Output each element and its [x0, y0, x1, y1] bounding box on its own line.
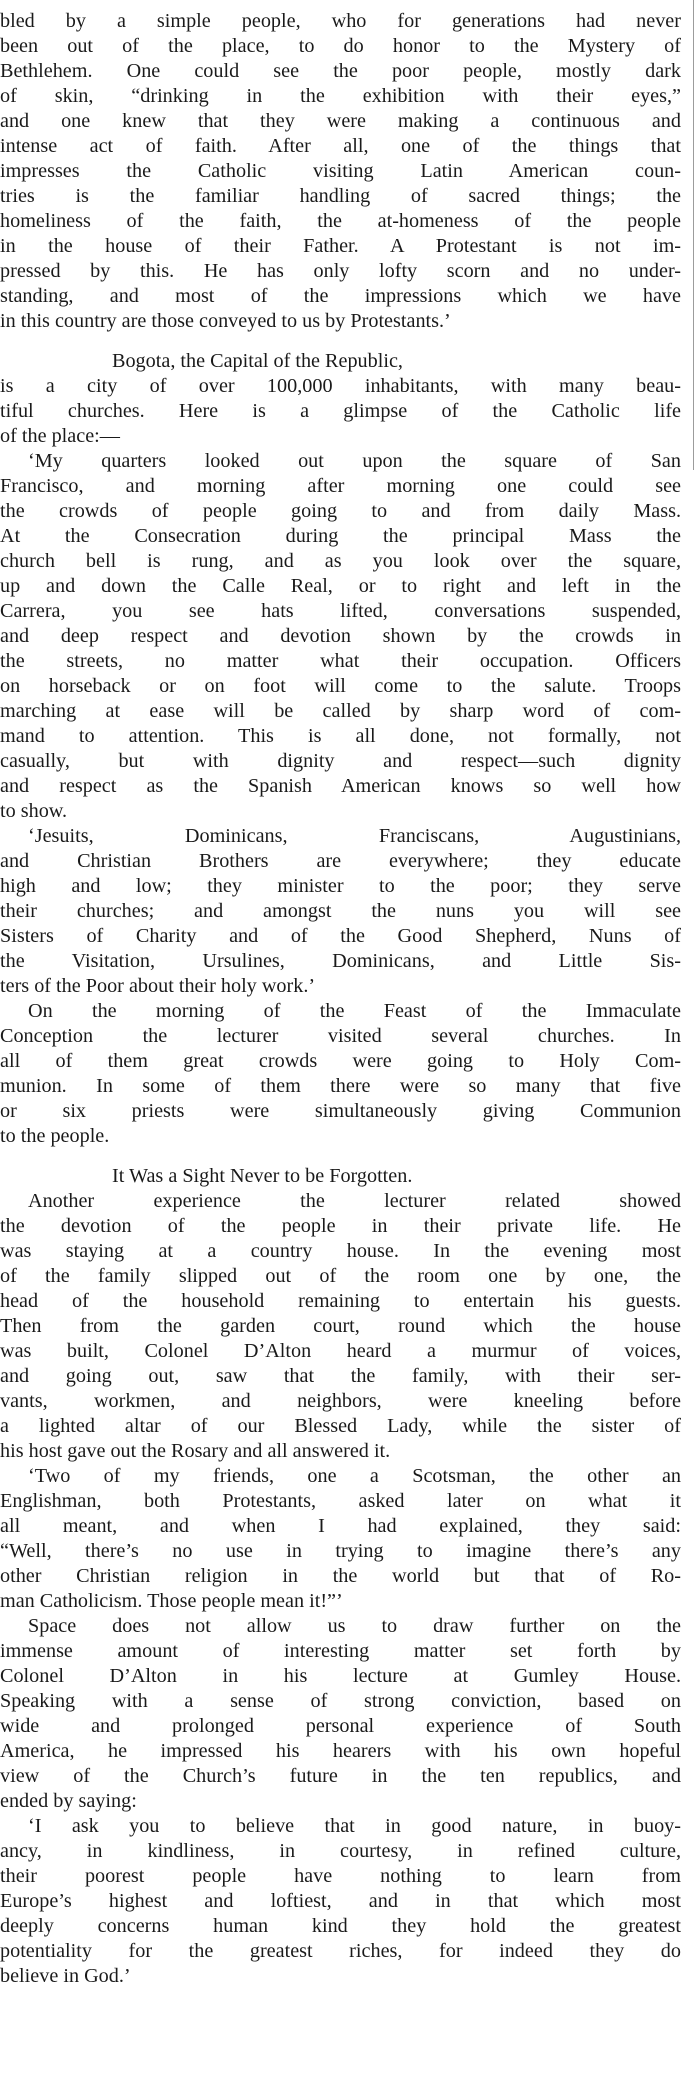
text-line: of skin, “drinking in the exhibition with their eyes,” — [0, 85, 681, 107]
text-line: homeliness of the faith, the at-homeness of the people — [0, 210, 681, 232]
text-line: ters of the Poor about their holy work.’ — [0, 975, 316, 997]
text-line: ‘My quarters looked out upon the square of San — [28, 450, 681, 472]
text-line: other Christian religion in the world but that of Ro- — [0, 1565, 681, 1587]
text-line: Francisco, and morning after morning one could see — [0, 475, 681, 497]
text-line: the devotion of the people in their private life. He — [0, 1215, 681, 1237]
text-line: all of them great crowds were going to Holy Com- — [0, 1050, 681, 1072]
text-line: on horseback or on foot will come to the salute. Troops — [0, 675, 681, 697]
text-line: marching at ease will be called by sharp word of com- — [0, 700, 681, 722]
text-line: Europe’s highest and loftiest, and in that which most — [0, 1890, 681, 1912]
text-line: church bell is rung, and as you look over the square, — [0, 550, 681, 572]
text-line: potentiality for the greatest riches, for indeed they do — [0, 1940, 681, 1962]
text-line: Englishman, both Protestants, asked later on what it — [0, 1490, 681, 1512]
text-line: At the Consecration during the principal Mass the — [0, 525, 681, 547]
text-line: impresses the Catholic visiting Latin American coun- — [0, 160, 681, 182]
text-line: ancy, in kindliness, in courtesy, in refined culture, — [0, 1840, 681, 1862]
text-line: their poorest people have nothing to learn from — [0, 1865, 681, 1887]
text-line: casually, but with dignity and respect—such dignity — [0, 750, 681, 772]
text-line: a lighted altar of our Blessed Lady, while the sister of — [0, 1415, 681, 1437]
text-line: all meant, and when I had explained, they said: — [0, 1515, 681, 1537]
text-line: Space does not allow us to draw further on the — [28, 1615, 681, 1637]
text-line: Another experience the lecturer related showed — [28, 1190, 681, 1212]
text-line: view of the Church’s future in the ten republics, and — [0, 1765, 681, 1787]
text-line: It Was a Sight Never to be Forgotten. — [112, 1165, 413, 1187]
text-line: pressed by this. He has only lofty scorn and no under- — [0, 260, 681, 282]
text-line: is a city of over 100,000 inhabitants, with many beau- — [0, 375, 681, 397]
text-line: munion. In some of them there were so many that five — [0, 1075, 681, 1097]
text-line: bled by a simple people, who for generations had never — [0, 10, 681, 32]
text-line: mand to attention. This is all done, not formally, not — [0, 725, 681, 747]
text-line: was built, Colonel D’Alton heard a murmur of voices, — [0, 1340, 681, 1362]
text-line: standing, and most of the impressions which we have — [0, 285, 681, 307]
text-line: tiful churches. Here is a glimpse of the Catholic life — [0, 400, 681, 422]
text-line: intense act of faith. After all, one of the things that — [0, 135, 681, 157]
text-line: Colonel D’Alton in his lecture at Gumley House. — [0, 1665, 681, 1687]
text-line: in the house of their Father. A Protestant is not im- — [0, 235, 681, 257]
text-line: and one knew that they were making a continuous and — [0, 110, 681, 132]
column-rule — [693, 0, 694, 470]
text-line: of the place:— — [0, 425, 120, 447]
text-line: wide and prolonged personal experience of South — [0, 1715, 681, 1737]
text-line: high and low; they minister to the poor; they serve — [0, 875, 681, 897]
text-line: Sisters of Charity and of the Good Shepherd, Nuns of — [0, 925, 681, 947]
text-line: and deep respect and devotion shown by the crowds in — [0, 625, 681, 647]
text-line: Bethlehem. One could see the poor people, mostly dark — [0, 60, 681, 82]
text-line: and going out, saw that the family, with their ser- — [0, 1365, 681, 1387]
text-line: the crowds of people going to and from daily Mass. — [0, 500, 681, 522]
text-line: to the people. — [0, 1125, 110, 1147]
text-line: Conception the lecturer visited several churches. In — [0, 1025, 681, 1047]
text-line: Speaking with a sense of strong conviction, based on — [0, 1690, 681, 1712]
text-line: ‘I ask you to believe that in good nature, in buoy- — [28, 1815, 681, 1837]
text-line: and Christian Brothers are everywhere; they educate — [0, 850, 681, 872]
text-line: Carrera, you see hats lifted, conversations suspended, — [0, 600, 681, 622]
text-line: Then from the garden court, round which the house — [0, 1315, 681, 1337]
text-line: ‘Jesuits, Dominicans, Franciscans, Augustinians, — [28, 825, 681, 847]
text-line: ended by saying: — [0, 1790, 137, 1812]
text-line: of the family slipped out of the room one by one, the — [0, 1265, 681, 1287]
text-line: immense amount of interesting matter set forth by — [0, 1640, 681, 1662]
text-line: the streets, no matter what their occupation. Officers — [0, 650, 681, 672]
text-line: was staying at a country house. In the evening most — [0, 1240, 681, 1262]
text-line: their churches; and amongst the nuns you will see — [0, 900, 681, 922]
text-line: or six priests were simultaneously giving Communion — [0, 1100, 681, 1122]
text-line: up and down the Calle Real, or to right and left in the — [0, 575, 681, 597]
text-line: “Well, there’s no use in trying to imagine there’s any — [0, 1540, 681, 1562]
text-line: and respect as the Spanish American knows so well how — [0, 775, 681, 797]
text-line: tries is the familiar handling of sacred things; the — [0, 185, 681, 207]
text-line: vants, workmen, and neighbors, were kneeling before — [0, 1390, 681, 1412]
text-line: On the morning of the Feast of the Immaculate — [28, 1000, 681, 1022]
text-line: ‘Two of my friends, one a Scotsman, the other an — [28, 1465, 681, 1487]
text-line: deeply concerns human kind they hold the greatest — [0, 1915, 681, 1937]
text-line: head of the household remaining to entertain his guests. — [0, 1290, 681, 1312]
text-line: in this country are those conveyed to us by Protestants.’ — [0, 310, 451, 332]
text-line: man Catholicism. Those people mean it!”’ — [0, 1590, 343, 1612]
text-line: Bogota, the Capital of the Republic, — [112, 350, 403, 372]
text-line: America, he impressed his hearers with his own hopeful — [0, 1740, 681, 1762]
text-line: to show. — [0, 800, 68, 822]
text-line: his host gave out the Rosary and all answered it. — [0, 1440, 391, 1462]
text-line: the Visitation, Ursulines, Dominicans, and Little Sis- — [0, 950, 681, 972]
text-line: believe in God.’ — [0, 1965, 131, 1987]
text-line: been out of the place, to do honor to the Mystery of — [0, 35, 681, 57]
